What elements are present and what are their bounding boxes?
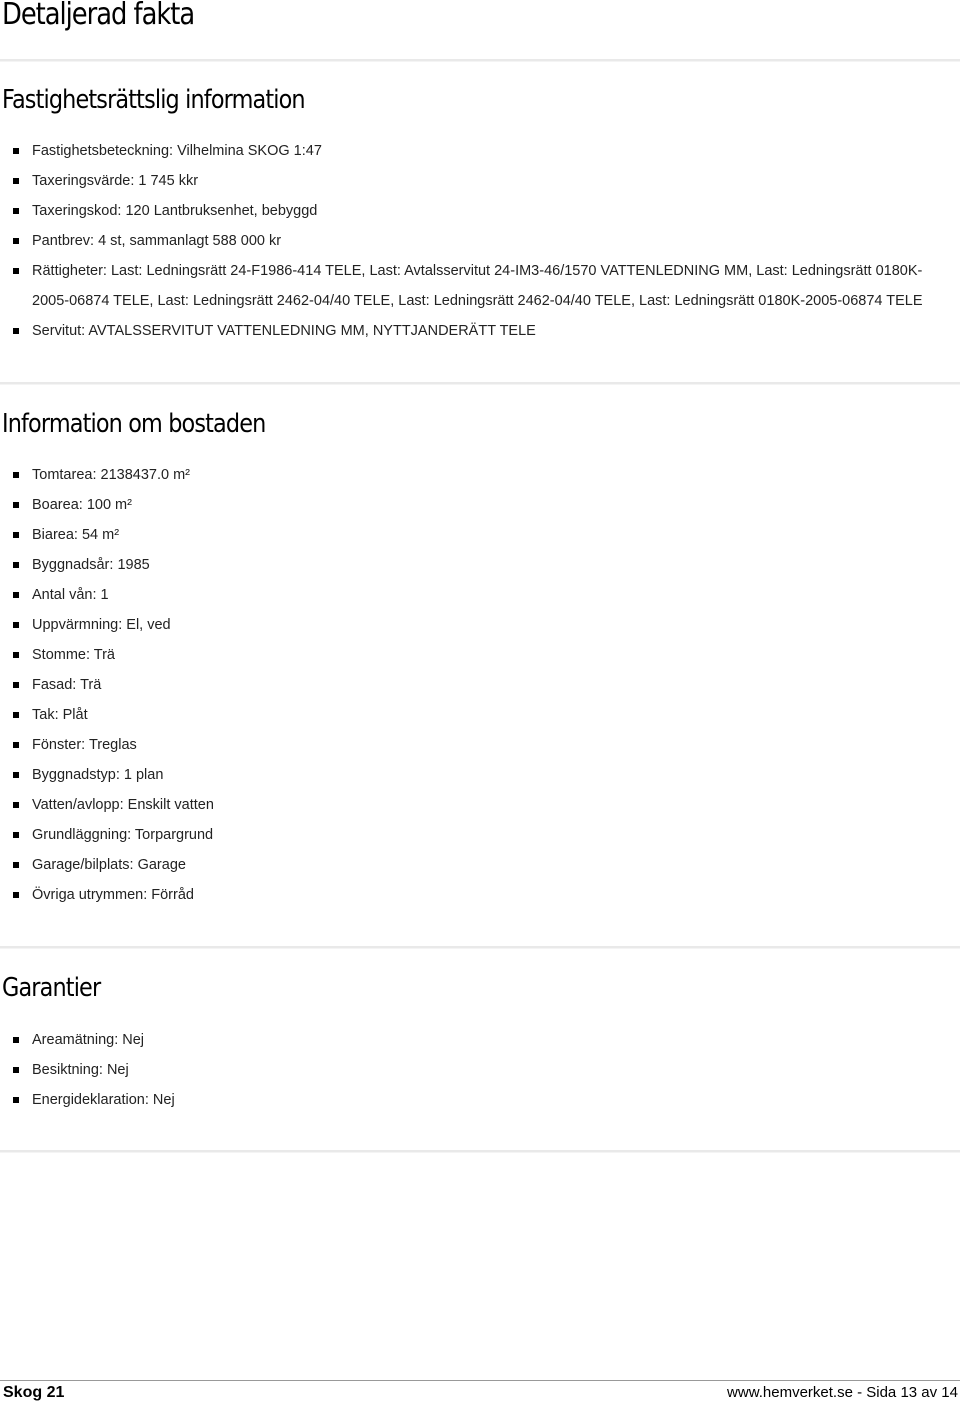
list-item-text: Grundläggning: Torpargrund <box>32 827 214 843</box>
square-bullet-icon <box>13 1097 19 1103</box>
list-item-text: Fasad: Trä <box>32 677 102 693</box>
list-item <box>0 520 960 550</box>
square-bullet-icon <box>13 742 19 748</box>
section-heading-fastighetsrattslig: Fastighetsrättslig information <box>2 85 305 115</box>
square-bullet-icon <box>13 832 19 838</box>
section-divider <box>0 59 960 62</box>
footer-object-name: Skog 21 <box>3 1384 65 1401</box>
list-item <box>0 700 960 730</box>
list-item <box>0 580 960 610</box>
square-bullet-icon <box>13 622 19 628</box>
list-item-text: Rättigheter: Last: Ledningsrätt 24-F1986-414 TELE, Last: Avtalsservitut 24-IM3-46/1570 VATTENLEDNING MM, Last: Ledningsrätt 0180K-2005-06874 TELE, Last: Ledningsrätt 2462-04/40 TELE, Last: Ledningsrätt 2462-04/40 TELE, Last: Ledningsrätt 0180K-2005-06874 TELE <box>32 263 923 309</box>
section-divider <box>0 1150 960 1153</box>
list-item-text: Antal vån: 1 <box>32 587 109 603</box>
square-bullet-icon <box>13 862 19 868</box>
list-item <box>0 136 960 166</box>
list-item <box>0 1055 960 1085</box>
square-bullet-icon <box>13 148 19 154</box>
list-item <box>0 196 960 226</box>
list-item-text: Servitut: AVTALSSERVITUT VATTENLEDNING MM, NYTTJANDERÄTT TELE <box>32 323 536 339</box>
list-item <box>0 850 960 880</box>
list-item <box>0 550 960 580</box>
list-item <box>0 316 960 346</box>
square-bullet-icon <box>13 892 19 898</box>
square-bullet-icon <box>13 562 19 568</box>
list-item <box>0 820 960 850</box>
list-item-text: Taxeringsvärde: 1 745 kkr <box>32 173 199 189</box>
square-bullet-icon <box>13 1037 19 1043</box>
footer-page-info: www.hemverket.se - Sida 13 av 14 <box>727 1384 958 1401</box>
list-item-text: Energideklaration: Nej <box>32 1092 175 1108</box>
list-item <box>0 1025 960 1055</box>
list-item <box>0 640 960 670</box>
page-title: Detaljerad fakta <box>2 0 195 32</box>
section-heading-bostaden: Information om bostaden <box>2 409 266 439</box>
list-item-text: Stomme: Trä <box>32 647 115 663</box>
list-item <box>0 256 960 316</box>
square-bullet-icon <box>13 532 19 538</box>
square-bullet-icon <box>13 472 19 478</box>
list-item-text: Fastighetsbeteckning: Vilhelmina SKOG 1:47 <box>32 143 322 159</box>
fact-list-bostaden <box>0 460 960 910</box>
list-item <box>0 760 960 790</box>
square-bullet-icon <box>13 1067 19 1073</box>
fact-list-garantier <box>0 1025 960 1115</box>
list-item-text: Areamätning: Nej <box>32 1032 145 1048</box>
square-bullet-icon <box>13 178 19 184</box>
square-bullet-icon <box>13 268 19 274</box>
square-bullet-icon <box>13 712 19 718</box>
section-divider <box>0 946 960 949</box>
fact-list-fastighetsrattslig <box>0 136 960 346</box>
list-item-text: Besiktning: Nej <box>32 1062 129 1078</box>
list-item-text: Boarea: 100 m² <box>32 497 132 513</box>
section-heading-garantier: Garantier <box>2 973 101 1003</box>
list-item-text: Garage/bilplats: Garage <box>32 857 186 873</box>
square-bullet-icon <box>13 682 19 688</box>
list-item-text: Taxeringskod: 120 Lantbruksenhet, bebyggd <box>32 203 318 219</box>
square-bullet-icon <box>13 502 19 508</box>
list-item-text: Biarea: 54 m² <box>32 527 120 543</box>
list-item-text: Uppvärmning: El, ved <box>32 617 171 633</box>
list-item-text: Byggnadsår: 1985 <box>32 557 150 573</box>
list-item <box>0 460 960 490</box>
list-item <box>0 610 960 640</box>
list-item <box>0 1085 960 1115</box>
list-item-text: Pantbrev: 4 st, sammanlagt 588 000 kr <box>32 233 282 249</box>
list-item-text: Tomtarea: 2138437.0 m² <box>32 467 190 483</box>
footer-rule <box>0 1380 960 1381</box>
square-bullet-icon <box>13 772 19 778</box>
list-item <box>0 880 960 910</box>
list-item-text: Tak: Plåt <box>32 707 88 723</box>
square-bullet-icon <box>13 208 19 214</box>
list-item-text: Vatten/avlopp: Enskilt vatten <box>32 797 214 813</box>
list-item-text: Övriga utrymmen: Förråd <box>32 887 194 903</box>
list-item <box>0 790 960 820</box>
list-item <box>0 490 960 520</box>
square-bullet-icon <box>13 592 19 598</box>
list-item <box>0 166 960 196</box>
square-bullet-icon <box>13 238 19 244</box>
list-item <box>0 730 960 760</box>
list-item-text: Fönster: Treglas <box>32 737 137 753</box>
list-item <box>0 670 960 700</box>
square-bullet-icon <box>13 328 19 334</box>
section-divider <box>0 382 960 385</box>
list-item <box>0 226 960 256</box>
square-bullet-icon <box>13 802 19 808</box>
square-bullet-icon <box>13 652 19 658</box>
list-item-text: Byggnadstyp: 1 plan <box>32 767 164 783</box>
